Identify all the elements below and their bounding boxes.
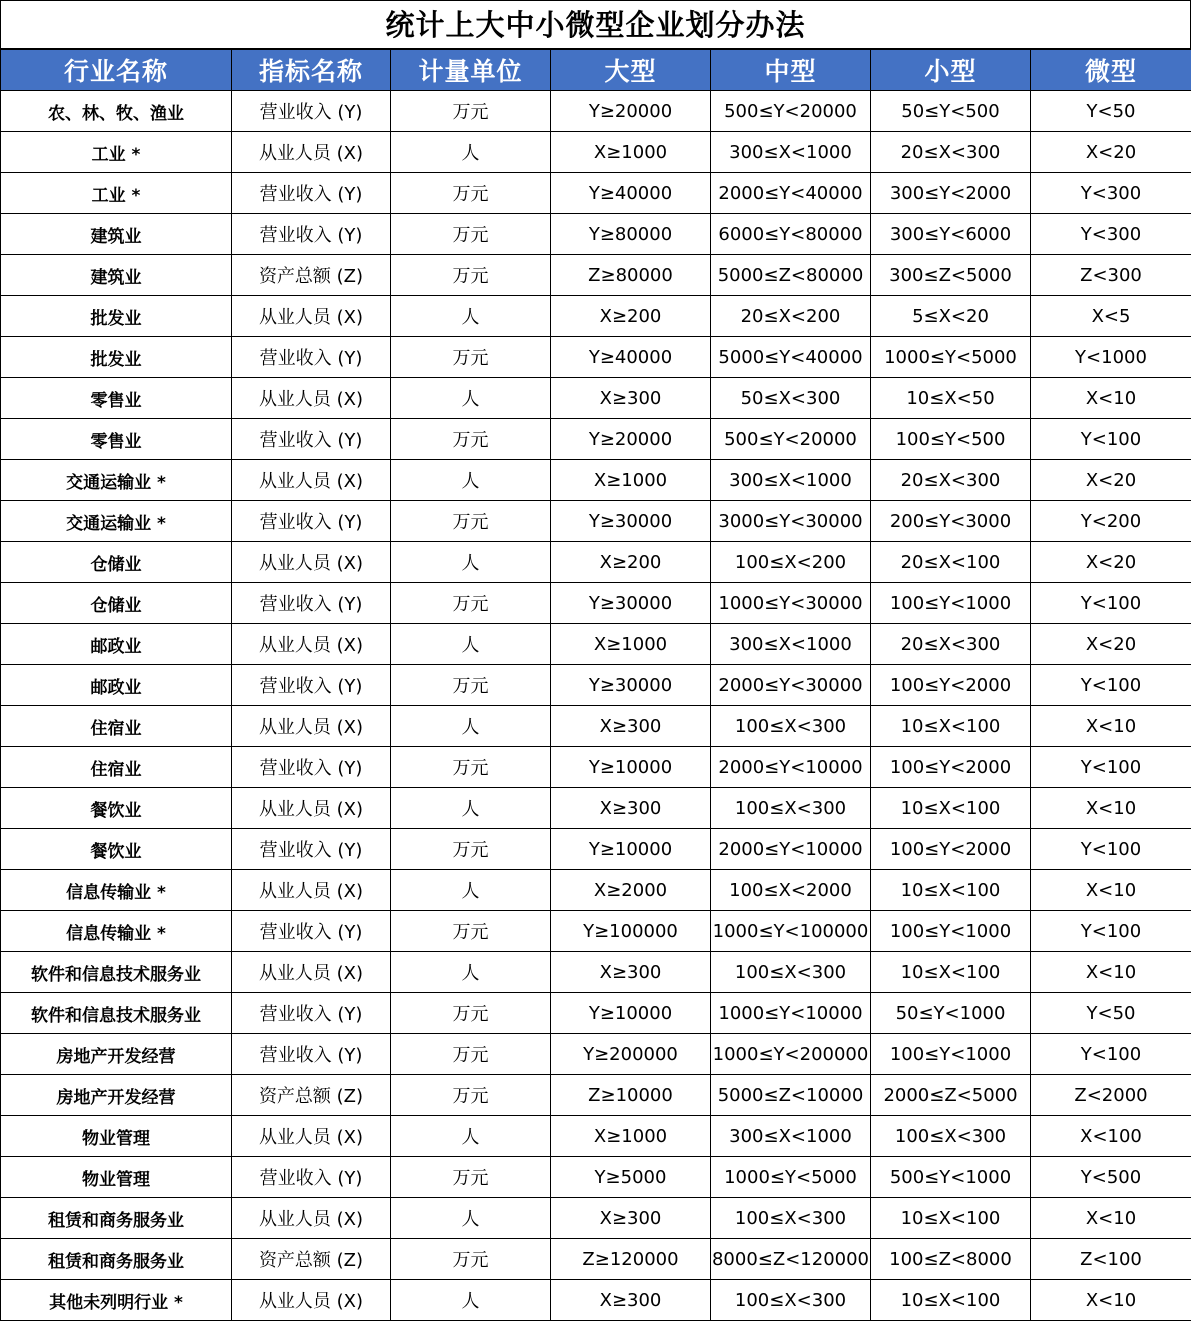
large-cell[interactable]: Y≥100000 — [551, 911, 711, 952]
large-cell[interactable]: Y≥10000 — [551, 747, 711, 788]
table-row — [1, 993, 1191, 1034]
micro-cell[interactable]: X<5 — [1031, 296, 1191, 337]
micro-cell[interactable]: Y<100 — [1031, 665, 1191, 706]
medium-cell[interactable]: 1000≤Y<30000 — [711, 583, 871, 624]
large-cell[interactable]: Y≥80000 — [551, 214, 711, 255]
table-row — [1, 214, 1191, 255]
micro-cell[interactable]: Z<300 — [1031, 255, 1191, 296]
large-cell[interactable]: Y≥200000 — [551, 1034, 711, 1075]
micro-cell[interactable]: Y<200 — [1031, 501, 1191, 542]
medium-cell[interactable]: 1000≤Y<10000 — [711, 993, 871, 1034]
header-small[interactable]: 小型 — [871, 50, 1031, 91]
micro-cell[interactable]: X<10 — [1031, 706, 1191, 747]
header-micro[interactable]: 微型 — [1031, 50, 1191, 91]
unit-cell[interactable]: 万元 — [391, 665, 551, 706]
small-cell[interactable]: 100≤Y<1000 — [871, 583, 1031, 624]
small-cell[interactable]: 10≤X<100 — [871, 788, 1031, 829]
unit-cell[interactable]: 万元 — [391, 255, 551, 296]
indicator-cell[interactable]: 营业收入 (Y) — [232, 993, 391, 1034]
indicator-cell[interactable]: 营业收入 (Y) — [232, 419, 391, 460]
table-row — [1, 1198, 1191, 1239]
table-row — [1, 1280, 1191, 1321]
unit-cell[interactable]: 人 — [391, 460, 551, 501]
table-row — [1, 952, 1191, 993]
medium-cell[interactable]: 300≤X<1000 — [711, 132, 871, 173]
medium-cell[interactable]: 100≤X<2000 — [711, 870, 871, 911]
small-cell[interactable]: 100≤Z<8000 — [871, 1239, 1031, 1280]
micro-cell[interactable]: Y<100 — [1031, 911, 1191, 952]
micro-cell[interactable]: X<10 — [1031, 952, 1191, 993]
micro-cell[interactable]: X<10 — [1031, 1280, 1191, 1321]
unit-cell[interactable]: 万元 — [391, 911, 551, 952]
medium-cell[interactable]: 500≤Y<20000 — [711, 91, 871, 132]
industry-cell[interactable]: 软件和信息技术服务业 — [1, 993, 232, 1034]
indicator-cell[interactable]: 从业人员 (X) — [232, 542, 391, 583]
micro-cell[interactable]: X<20 — [1031, 132, 1191, 173]
industry-cell[interactable]: 租赁和商务服务业 — [1, 1198, 232, 1239]
industry-cell[interactable]: 工业 * — [1, 132, 232, 173]
indicator-cell[interactable]: 营业收入 (Y) — [232, 501, 391, 542]
unit-cell[interactable]: 万元 — [391, 583, 551, 624]
large-cell[interactable]: X≥200 — [551, 542, 711, 583]
unit-cell[interactable]: 万元 — [391, 993, 551, 1034]
indicator-cell[interactable]: 从业人员 (X) — [232, 952, 391, 993]
indicator-cell[interactable]: 从业人员 (X) — [232, 296, 391, 337]
small-cell[interactable]: 10≤X<100 — [871, 1198, 1031, 1239]
industry-cell[interactable]: 餐饮业 — [1, 788, 232, 829]
table-row — [1, 460, 1191, 501]
medium-cell[interactable]: 2000≤Y<40000 — [711, 173, 871, 214]
indicator-cell[interactable]: 资产总额 (Z) — [232, 255, 391, 296]
medium-cell[interactable]: 5000≤Y<40000 — [711, 337, 871, 378]
table-row — [1, 1239, 1191, 1280]
medium-cell[interactable]: 1000≤Y<5000 — [711, 1157, 871, 1198]
industry-cell[interactable]: 信息传输业 * — [1, 870, 232, 911]
table-row — [1, 911, 1191, 952]
small-cell[interactable]: 300≤Y<6000 — [871, 214, 1031, 255]
header-medium[interactable]: 中型 — [711, 50, 871, 91]
indicator-cell[interactable]: 营业收入 (Y) — [232, 337, 391, 378]
industry-cell[interactable]: 其他未列明行业 * — [1, 1280, 232, 1321]
table-row — [1, 255, 1191, 296]
large-cell[interactable]: X≥1000 — [551, 1116, 711, 1157]
indicator-cell[interactable]: 从业人员 (X) — [232, 870, 391, 911]
small-cell[interactable]: 100≤Y<2000 — [871, 747, 1031, 788]
indicator-cell[interactable]: 营业收入 (Y) — [232, 911, 391, 952]
table-row — [1, 1034, 1191, 1075]
indicator-cell[interactable]: 从业人员 (X) — [232, 624, 391, 665]
small-cell[interactable]: 10≤X<100 — [871, 1280, 1031, 1321]
medium-cell[interactable]: 500≤Y<20000 — [711, 419, 871, 460]
table-body — [1, 91, 1191, 1321]
medium-cell[interactable]: 100≤X<300 — [711, 788, 871, 829]
table-row — [1, 173, 1191, 214]
indicator-cell[interactable]: 营业收入 (Y) — [232, 829, 391, 870]
large-cell[interactable]: Y≥30000 — [551, 583, 711, 624]
micro-cell[interactable]: Y<100 — [1031, 419, 1191, 460]
industry-cell[interactable]: 租赁和商务服务业 — [1, 1239, 232, 1280]
large-cell[interactable]: X≥300 — [551, 788, 711, 829]
table-row — [1, 829, 1191, 870]
table-row — [1, 1157, 1191, 1198]
micro-cell[interactable]: Y<100 — [1031, 829, 1191, 870]
unit-cell[interactable]: 万元 — [391, 1239, 551, 1280]
industry-cell[interactable]: 交通运输业 * — [1, 501, 232, 542]
micro-cell[interactable]: Y<1000 — [1031, 337, 1191, 378]
large-cell[interactable]: X≥300 — [551, 378, 711, 419]
industry-cell[interactable]: 工业 * — [1, 173, 232, 214]
micro-cell[interactable]: Y<50 — [1031, 91, 1191, 132]
table-row — [1, 747, 1191, 788]
header-indicator[interactable]: 指标名称 — [232, 50, 391, 91]
indicator-cell[interactable]: 营业收入 (Y) — [232, 665, 391, 706]
micro-cell[interactable]: Y<50 — [1031, 993, 1191, 1034]
large-cell[interactable]: Y≥20000 — [551, 91, 711, 132]
industry-cell[interactable]: 仓储业 — [1, 583, 232, 624]
medium-cell[interactable]: 100≤X<300 — [711, 706, 871, 747]
header-industry[interactable]: 行业名称 — [1, 50, 232, 91]
large-cell[interactable]: Y≥30000 — [551, 501, 711, 542]
micro-cell[interactable]: X<20 — [1031, 624, 1191, 665]
industry-cell[interactable]: 物业管理 — [1, 1157, 232, 1198]
large-cell[interactable]: Y≥40000 — [551, 173, 711, 214]
table-row — [1, 665, 1191, 706]
industry-cell[interactable]: 房地产开发经营 — [1, 1034, 232, 1075]
unit-cell[interactable]: 万元 — [391, 91, 551, 132]
industry-cell[interactable]: 零售业 — [1, 378, 232, 419]
indicator-cell[interactable]: 营业收入 (Y) — [232, 747, 391, 788]
industry-cell[interactable]: 房地产开发经营 — [1, 1075, 232, 1116]
unit-cell[interactable]: 万元 — [391, 214, 551, 255]
indicator-cell[interactable]: 营业收入 (Y) — [232, 91, 391, 132]
small-cell[interactable]: 10≤X<100 — [871, 870, 1031, 911]
unit-cell[interactable]: 万元 — [391, 419, 551, 460]
unit-cell[interactable]: 万元 — [391, 1034, 551, 1075]
large-cell[interactable]: X≥1000 — [551, 460, 711, 501]
large-cell[interactable]: Z≥80000 — [551, 255, 711, 296]
unit-cell[interactable]: 人 — [391, 624, 551, 665]
unit-cell[interactable]: 人 — [391, 788, 551, 829]
medium-cell[interactable]: 100≤X<300 — [711, 952, 871, 993]
indicator-cell[interactable]: 从业人员 (X) — [232, 706, 391, 747]
industry-cell[interactable]: 邮政业 — [1, 665, 232, 706]
large-cell[interactable]: X≥200 — [551, 296, 711, 337]
unit-cell[interactable]: 人 — [391, 542, 551, 583]
micro-cell[interactable]: X<20 — [1031, 542, 1191, 583]
indicator-cell[interactable]: 资产总额 (Z) — [232, 1075, 391, 1116]
large-cell[interactable]: X≥2000 — [551, 870, 711, 911]
micro-cell[interactable]: X<10 — [1031, 870, 1191, 911]
micro-cell[interactable]: Y<300 — [1031, 214, 1191, 255]
unit-cell[interactable]: 人 — [391, 952, 551, 993]
industry-cell[interactable]: 住宿业 — [1, 706, 232, 747]
medium-cell[interactable]: 300≤X<1000 — [711, 460, 871, 501]
indicator-cell[interactable]: 营业收入 (Y) — [232, 214, 391, 255]
unit-cell[interactable]: 万元 — [391, 829, 551, 870]
small-cell[interactable]: 200≤Y<3000 — [871, 501, 1031, 542]
micro-cell[interactable]: X<10 — [1031, 788, 1191, 829]
industry-cell[interactable]: 建筑业 — [1, 255, 232, 296]
small-cell[interactable]: 100≤Y<2000 — [871, 829, 1031, 870]
small-cell[interactable]: 300≤Y<2000 — [871, 173, 1031, 214]
small-cell[interactable]: 2000≤Z<5000 — [871, 1075, 1031, 1116]
industry-cell[interactable]: 零售业 — [1, 419, 232, 460]
large-cell[interactable]: X≥1000 — [551, 132, 711, 173]
large-cell[interactable]: X≥1000 — [551, 624, 711, 665]
industry-cell[interactable]: 批发业 — [1, 296, 232, 337]
table-row — [1, 870, 1191, 911]
table-row — [1, 132, 1191, 173]
medium-cell[interactable]: 100≤X<300 — [711, 1280, 871, 1321]
medium-cell[interactable]: 2000≤Y<10000 — [711, 829, 871, 870]
micro-cell[interactable]: Y<100 — [1031, 747, 1191, 788]
medium-cell[interactable]: 5000≤Z<10000 — [711, 1075, 871, 1116]
micro-cell[interactable]: Z<2000 — [1031, 1075, 1191, 1116]
unit-cell[interactable]: 万元 — [391, 1157, 551, 1198]
unit-cell[interactable]: 人 — [391, 1198, 551, 1239]
header-row — [1, 50, 1191, 91]
micro-cell[interactable]: Y<100 — [1031, 583, 1191, 624]
table-row — [1, 624, 1191, 665]
medium-cell[interactable]: 1000≤Y<100000 — [711, 911, 871, 952]
micro-cell[interactable]: Z<100 — [1031, 1239, 1191, 1280]
micro-cell[interactable]: X<20 — [1031, 460, 1191, 501]
small-cell[interactable]: 50≤Y<500 — [871, 91, 1031, 132]
large-cell[interactable]: X≥300 — [551, 952, 711, 993]
table-row — [1, 419, 1191, 460]
medium-cell[interactable]: 300≤X<1000 — [711, 624, 871, 665]
table-row — [1, 501, 1191, 542]
medium-cell[interactable]: 50≤X<300 — [711, 378, 871, 419]
medium-cell[interactable]: 100≤X<300 — [711, 1198, 871, 1239]
medium-cell[interactable]: 5000≤Z<80000 — [711, 255, 871, 296]
small-cell[interactable]: 10≤X<100 — [871, 952, 1031, 993]
indicator-cell[interactable]: 营业收入 (Y) — [232, 1157, 391, 1198]
small-cell[interactable]: 10≤X<50 — [871, 378, 1031, 419]
industry-cell[interactable]: 批发业 — [1, 337, 232, 378]
header-unit[interactable]: 计量单位 — [391, 50, 551, 91]
sheet-title: 统计上大中小微型企业划分办法 — [0, 0, 1191, 49]
small-cell[interactable]: 100≤X<300 — [871, 1116, 1031, 1157]
industry-cell[interactable]: 住宿业 — [1, 747, 232, 788]
industry-cell[interactable]: 软件和信息技术服务业 — [1, 952, 232, 993]
industry-cell[interactable]: 餐饮业 — [1, 829, 232, 870]
large-cell[interactable]: Y≥5000 — [551, 1157, 711, 1198]
small-cell[interactable]: 20≤X<300 — [871, 132, 1031, 173]
small-cell[interactable]: 10≤X<100 — [871, 706, 1031, 747]
indicator-cell[interactable]: 营业收入 (Y) — [232, 583, 391, 624]
medium-cell[interactable]: 2000≤Y<10000 — [711, 747, 871, 788]
table-row — [1, 296, 1191, 337]
medium-cell[interactable]: 8000≤Z<120000 — [711, 1239, 871, 1280]
medium-cell[interactable]: 2000≤Y<30000 — [711, 665, 871, 706]
small-cell[interactable]: 20≤X<300 — [871, 460, 1031, 501]
large-cell[interactable]: Z≥120000 — [551, 1239, 711, 1280]
large-cell[interactable]: Y≥10000 — [551, 993, 711, 1034]
unit-cell[interactable]: 万元 — [391, 501, 551, 542]
small-cell[interactable]: 100≤Y<1000 — [871, 911, 1031, 952]
unit-cell[interactable]: 万元 — [391, 173, 551, 214]
small-cell[interactable]: 100≤Y<1000 — [871, 1034, 1031, 1075]
unit-cell[interactable]: 万元 — [391, 1075, 551, 1116]
large-cell[interactable]: Z≥10000 — [551, 1075, 711, 1116]
table-row — [1, 788, 1191, 829]
industry-cell[interactable]: 邮政业 — [1, 624, 232, 665]
micro-cell[interactable]: Y<500 — [1031, 1157, 1191, 1198]
small-cell[interactable]: 500≤Y<1000 — [871, 1157, 1031, 1198]
medium-cell[interactable]: 6000≤Y<80000 — [711, 214, 871, 255]
unit-cell[interactable]: 万元 — [391, 747, 551, 788]
micro-cell[interactable]: X<10 — [1031, 378, 1191, 419]
indicator-cell[interactable]: 营业收入 (Y) — [232, 1034, 391, 1075]
industry-cell[interactable]: 物业管理 — [1, 1116, 232, 1157]
unit-cell[interactable]: 人 — [391, 706, 551, 747]
unit-cell[interactable]: 人 — [391, 132, 551, 173]
unit-cell[interactable]: 人 — [391, 296, 551, 337]
indicator-cell[interactable]: 从业人员 (X) — [232, 1280, 391, 1321]
micro-cell[interactable]: X<100 — [1031, 1116, 1191, 1157]
indicator-cell[interactable]: 从业人员 (X) — [232, 460, 391, 501]
indicator-cell[interactable]: 营业收入 (Y) — [232, 173, 391, 214]
large-cell[interactable]: Y≥10000 — [551, 829, 711, 870]
large-cell[interactable]: X≥300 — [551, 706, 711, 747]
indicator-cell[interactable]: 从业人员 (X) — [232, 378, 391, 419]
large-cell[interactable]: Y≥40000 — [551, 337, 711, 378]
small-cell[interactable]: 300≤Z<5000 — [871, 255, 1031, 296]
small-cell[interactable]: 20≤X<300 — [871, 624, 1031, 665]
medium-cell[interactable]: 20≤X<200 — [711, 296, 871, 337]
large-cell[interactable]: Y≥20000 — [551, 419, 711, 460]
table-row — [1, 91, 1191, 132]
medium-cell[interactable]: 100≤X<200 — [711, 542, 871, 583]
table-row — [1, 542, 1191, 583]
large-cell[interactable]: X≥300 — [551, 1198, 711, 1239]
large-cell[interactable]: Y≥30000 — [551, 665, 711, 706]
table-row — [1, 1075, 1191, 1116]
small-cell[interactable]: 100≤Y<500 — [871, 419, 1031, 460]
table-row — [1, 337, 1191, 378]
small-cell[interactable]: 1000≤Y<5000 — [871, 337, 1031, 378]
medium-cell[interactable]: 1000≤Y<200000 — [711, 1034, 871, 1075]
indicator-cell[interactable]: 从业人员 (X) — [232, 1198, 391, 1239]
indicator-cell[interactable]: 资产总额 (Z) — [232, 1239, 391, 1280]
micro-cell[interactable]: X<10 — [1031, 1198, 1191, 1239]
unit-cell[interactable]: 人 — [391, 378, 551, 419]
industry-cell[interactable]: 交通运输业 * — [1, 460, 232, 501]
medium-cell[interactable]: 3000≤Y<30000 — [711, 501, 871, 542]
table-row — [1, 1116, 1191, 1157]
micro-cell[interactable]: Y<100 — [1031, 1034, 1191, 1075]
indicator-cell[interactable]: 从业人员 (X) — [232, 1116, 391, 1157]
table-row — [1, 583, 1191, 624]
small-cell[interactable]: 50≤Y<1000 — [871, 993, 1031, 1034]
industry-cell[interactable]: 农、林、牧、渔业 — [1, 91, 232, 132]
small-cell[interactable]: 100≤Y<2000 — [871, 665, 1031, 706]
classification-table — [0, 49, 1191, 1321]
medium-cell[interactable]: 300≤X<1000 — [711, 1116, 871, 1157]
unit-cell[interactable]: 人 — [391, 870, 551, 911]
header-large[interactable]: 大型 — [551, 50, 711, 91]
table-row — [1, 706, 1191, 747]
large-cell[interactable]: X≥300 — [551, 1280, 711, 1321]
indicator-cell[interactable]: 从业人员 (X) — [232, 132, 391, 173]
micro-cell[interactable]: Y<300 — [1031, 173, 1191, 214]
industry-cell[interactable]: 信息传输业 * — [1, 911, 232, 952]
unit-cell[interactable]: 万元 — [391, 337, 551, 378]
industry-cell[interactable]: 建筑业 — [1, 214, 232, 255]
small-cell[interactable]: 5≤X<20 — [871, 296, 1031, 337]
table-row — [1, 378, 1191, 419]
industry-cell[interactable]: 仓储业 — [1, 542, 232, 583]
unit-cell[interactable]: 人 — [391, 1280, 551, 1321]
small-cell[interactable]: 20≤X<100 — [871, 542, 1031, 583]
unit-cell[interactable]: 人 — [391, 1116, 551, 1157]
indicator-cell[interactable]: 从业人员 (X) — [232, 788, 391, 829]
